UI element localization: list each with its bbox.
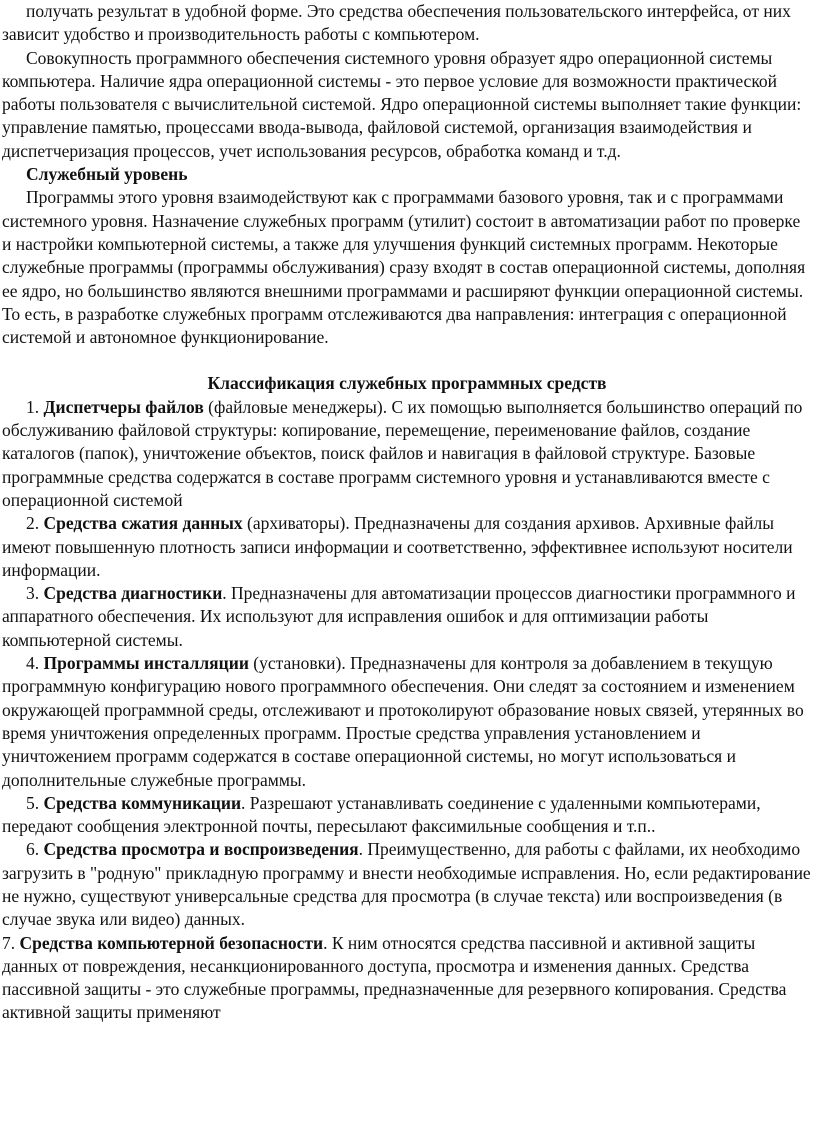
list-item — [2, 396, 812, 512]
item-text: (файловые менеджеры). С их помощью выполняется большинство операций по обслуживанию файловой структуры: копирование, перемещение, переименование файлов, создание каталогов (папок), уничтожение объектов, поиск файлов и навигация в файловой структуре. Базовые программные средства содержатся в составе программ системного уровня и устанавливаются вместе с операционной системой — [2, 396, 803, 510]
item-text: . Преимущественно, для работы с файлами, их необходимо загрузить в "родную" прикладную программу и внести необходимые исправления. Но, если редактирование не нужно, существуют универсальные средства для просмотра (в случае текста) или воспроизведения (в случае звука или видео) данных. — [2, 839, 811, 930]
item-number: 2. — [26, 513, 44, 534]
item-term: Средства диагностики — [43, 583, 223, 604]
list-item — [2, 652, 812, 792]
section-heading-service-level: Служебный уровень — [26, 164, 188, 185]
item-number: 1. — [26, 396, 44, 417]
item-number: 6. — [26, 839, 44, 860]
paragraph-kernel: Совокупность программного обеспечения системного уровня образует ядро операционной системы компьютера. Наличие ядра операционной системы - это первое условие для возможности практической работы пользователя с вычислительной системой. Ядро операционной системы выполняет такие функции: управление памятью, процессами ввода-вывода, файловой системой, организация взаимодействия и диспетчеризация процессов, учет использования ресурсов, обработка команд и т.д. — [2, 47, 802, 161]
paragraph-service-level: Программы этого уровня взаимодействуют как с программами базового уровня, так и с программами системного уровня. Назначение служебных программ (утилит) состоит в автоматизации работ по проверке и настройки компьютерной системы, а также для улучшения функций системных программ. Некоторые служебные программы (программы обслуживания) сразу входят в состав операционной системы, дополняя ее ядро, но большинство являются внешними программами и расширяют функции операционной системы. То есть, в разработке служебных программ отслеживаются два направления: интеграция с операционной системой и автономное функционирование. — [2, 187, 806, 348]
item-text: . К ним относятся средства пассивной и активной защиты данных от повреждения, несанкционированного доступа, просмотра и изменения данных. Средства пассивной защиты - это служебные программы, предназначенные для резервного копирования. Средства активной защиты применяют — [2, 932, 787, 1023]
item-number: 5. — [26, 792, 44, 813]
item-number: 7. — [2, 932, 20, 953]
item-term: Средства сжатия данных — [43, 513, 243, 534]
section-heading-classification: Классификация служебных программных средств — [207, 373, 607, 394]
list-item — [2, 792, 812, 839]
list-item — [2, 838, 812, 931]
item-term: Программы инсталляции — [43, 653, 249, 674]
blank-line — [2, 349, 812, 372]
list-item — [2, 582, 812, 652]
item-text: (архиваторы). Предназначены для создания архивов. Архивные файлы имеют повышенную плотность записи информации и соответственно, эффективнее используют носители информации. — [2, 513, 793, 580]
item-number: 3. — [26, 583, 44, 604]
item-text: . Предназначены для автоматизации процессов диагностики программного и аппаратного обеспечения. Их используют для исправления ошибок и для оптимизации работы компьютерной системы. — [2, 583, 796, 650]
paragraph-intro-continuation: получать результат в удобной форме. Это средства обеспечения пользовательского интерфейса, от них зависит удобство и производительность работы с компьютером. — [2, 1, 791, 45]
item-text: (установки). Предназначены для контроля за добавлением в текущую программную конфигурацию нового программного обеспечения. Они следят за состоянием и изменением окружающей программной среды, отслеживают и протоколируют образование новых связей, утерянных во время уничтожения определенных программ. Простые средства управления установлением и уничтожением программ содержатся в составе операционной системы, но могут использоваться и дополнительные служебные программы. — [2, 653, 804, 790]
item-number: 4. — [26, 653, 44, 674]
item-text: . Разрешают устанавливать соединение с удаленными компьютерами, передают сообщения электронной почты, пересылают факсимильные сообщения и т.п.. — [2, 792, 761, 837]
list-item — [2, 932, 812, 1025]
item-term: Средства просмотра и воспроизведения — [43, 839, 359, 860]
item-term: Диспетчеры файлов — [43, 396, 204, 417]
list-item — [2, 512, 812, 582]
item-term: Средства компьютерной безопасности — [19, 932, 324, 953]
item-term: Средства коммуникации — [43, 792, 242, 813]
